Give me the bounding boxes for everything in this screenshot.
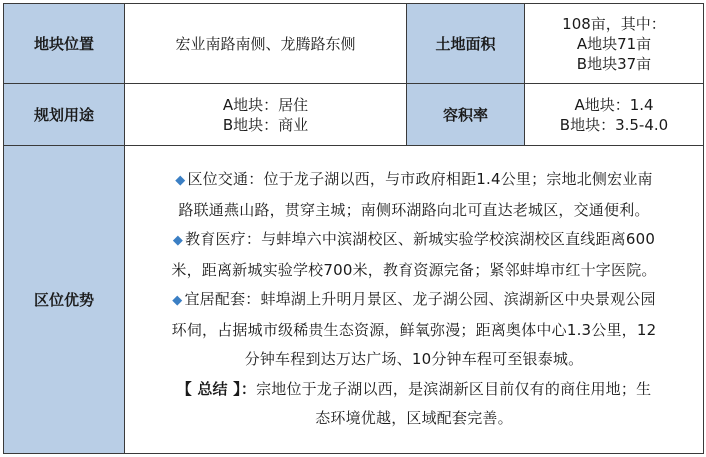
point-amenities-cont: 分钟车程到达万达广场、10分钟车程可至银泰城。 — [244, 350, 584, 369]
use-value — [125, 84, 407, 146]
point-education-cont: 米，距离新城实验学校700米，教育资源完备；紧邻蚌埠市红十字医院。 — [171, 260, 657, 279]
summary-cont: 态环境优越，区域配套完善。 — [315, 409, 513, 428]
label-advantages: 区位优势 — [4, 146, 125, 454]
point-title: 宜居配套： — [184, 290, 261, 309]
label-location: 地块位置 — [4, 4, 125, 84]
advantages-content — [125, 146, 704, 454]
use-line: B地块：商业 — [222, 115, 309, 134]
point-traffic-cont: 路联通燕山路，贯穿主城；南侧环湖路向北可直达老城区，交通便利。 — [178, 200, 650, 219]
far-line: A地块：1.4 — [574, 95, 654, 114]
row-advantages — [4, 146, 704, 454]
row-location-area — [4, 4, 704, 84]
point-text: 位于龙子湖以西，与市政府相距1.4公里；宗地北侧宏业南 — [263, 170, 653, 189]
summary — [125, 375, 703, 405]
point-text: 蚌埠湖上升明月景区、龙子湖公园、滨湖新区中央景观公园 — [260, 290, 656, 309]
summary-label: 【 总结 】： — [176, 379, 257, 398]
far-line: B地块：3.5-4.0 — [559, 115, 669, 134]
diamond-bullet-icon: ◆ — [172, 233, 184, 249]
point-text: 与蚌埠六中滨湖校区、新城实验学校滨湖校区直线距离600 — [261, 230, 656, 249]
area-line: B地块37亩 — [576, 54, 652, 73]
point-title: 区位交通： — [187, 170, 264, 189]
summary-text: 宗地位于龙子湖以西，是滨湖新区目前仅有的商住用地；生 — [256, 379, 652, 398]
location-value: 宏业南路南侧、龙腾路东侧 — [125, 4, 407, 84]
point-amenities — [125, 285, 703, 316]
land-info-table — [3, 3, 704, 454]
label-use: 规划用途 — [4, 84, 125, 146]
area-line: 108亩，其中： — [562, 14, 666, 33]
row-use-far — [4, 84, 704, 146]
area-line: A地块71亩 — [576, 34, 652, 53]
use-line: A地块：居住 — [222, 95, 309, 114]
far-value — [525, 84, 704, 146]
point-education — [125, 225, 703, 256]
point-title: 教育医疗： — [185, 230, 262, 249]
label-far: 容积率 — [407, 84, 525, 146]
area-value — [525, 4, 704, 84]
label-area: 土地面积 — [407, 4, 525, 84]
diamond-bullet-icon: ◆ — [172, 293, 183, 309]
point-amenities-cont: 环伺，占据城市级稀贵生态资源，鲜氧弥漫；距离奥体中心1.3公里，12 — [171, 320, 657, 339]
diamond-bullet-icon: ◆ — [175, 173, 186, 189]
point-traffic — [125, 165, 703, 196]
